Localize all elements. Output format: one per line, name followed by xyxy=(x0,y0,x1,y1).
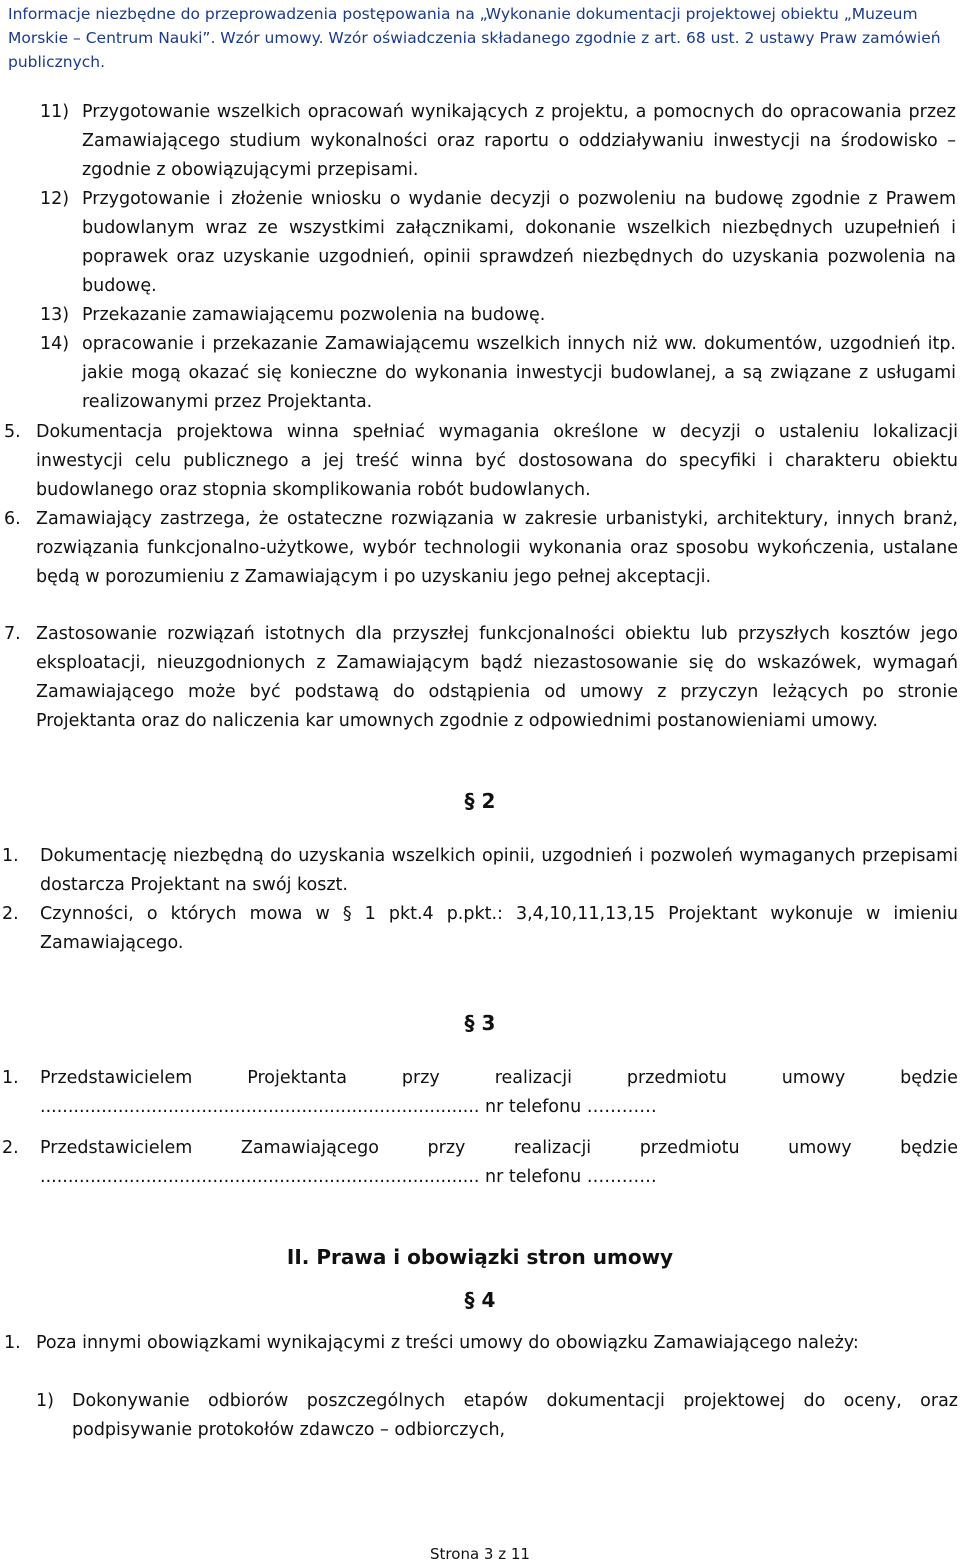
item-text: Poza innymi obowiązkami wynikającymi z treści umowy do obowiązku Zamawiającego należy: xyxy=(36,1333,859,1353)
item-number: 1. xyxy=(2,846,19,866)
item-line-2: ............................................................................... nr telefonu ………… xyxy=(40,1097,657,1117)
list-item-12 xyxy=(40,185,956,301)
item-text: Dokumentację niezbędną do uzyskania wszelkich opinii, uzgodnień i pozwoleń wymaganych przepisami dostarcza Projektant na swój koszt. xyxy=(40,846,958,895)
sec4-item-1 xyxy=(4,1329,958,1358)
section-heading-3: § 3 xyxy=(464,1011,496,1035)
paragraph-7 xyxy=(4,620,958,736)
sec3-item-1 xyxy=(2,1064,958,1122)
sec2-item-2 xyxy=(2,900,958,958)
item-text: Przekazanie zamawiającemu pozwolenia na budowę. xyxy=(82,305,546,325)
sec3-item-2 xyxy=(2,1134,958,1192)
list-item-14 xyxy=(40,330,956,417)
item-text: Przygotowanie wszelkich opracowań wynikających z projektu, a pomocnych do opracowania przez Zamawiającego studium wykonalności oraz raportu o oddziaływaniu inwestycji na środowisko – zgodnie z obowiązującymi przepisami. xyxy=(82,102,956,180)
item-number: 2. xyxy=(2,1138,19,1158)
item-text: Dokumentacja projektowa winna spełniać wymagania określone w decyzji o ustaleniu lokalizacji inwestycji celu publicznego a jej treść winna być dostosowana do specyfiki i charakteru obiektu budowlanego oraz stopnia skomplikowania robót budowlanych. xyxy=(36,422,958,500)
document-header: Informacje niezbędne do przeprowadzenia postępowania na „Wykonanie dokumentacji projektowej obiektu „Muzeum Morskie – Centrum Nauki”. Wzór umowy. Wzór oświadczenia składanego zgodnie z art. 68 ust. 2 ustawy Praw zamówień publicznych. xyxy=(8,5,941,71)
item-number: 13) xyxy=(40,305,70,325)
part-title: II. Prawa i obowiązki stron umowy xyxy=(286,1245,674,1269)
item-line-1: Przedstawicielem Projektanta przy realizacji przedmiotu umowy będzie xyxy=(40,1068,958,1088)
section-heading-4: § 4 xyxy=(464,1288,496,1312)
item-number: 11) xyxy=(40,102,70,122)
item-text: Dokonywanie odbiorów poszczególnych etapów dokumentacji projektowej do oceny, oraz podpisywanie protokołów zdawczo – odbiorczych, xyxy=(72,1391,958,1440)
item-text: Czynności, o których mowa w § 1 pkt.4 p.pkt.: 3,4,10,11,13,15 Projektant wykonuje w imieniu Zamawiającego. xyxy=(40,904,958,953)
page-number: Strona 3 z 11 xyxy=(430,1545,530,1563)
item-number: 7. xyxy=(4,624,21,644)
item-text: Przygotowanie i złożenie wniosku o wydanie decyzji o pozwoleniu na budowę zgodnie z Prawem budowlanym wraz ze wszystkimi załącznikami, dokonanie wszelkich niezbędnych uzupełnień i poprawek oraz uzyskanie uzgodnień, opinii sprawdzeń niezbędnych do uzyskania pozwolenia na budowę. xyxy=(82,189,956,296)
item-text: Zastosowanie rozwiązań istotnych dla przyszłej funkcjonalności obiektu lub przyszłych kosztów jego eksploatacji, nieuzgodnionych z Zamawiającym bądź niezastosowanie się do wskazówek, wymagań Zamawiającego może być podstawą do odstąpienia od umowy z przyczyn leżących po stronie Projektanta oraz do naliczenia kar umownych zgodnie z odpowiednimi postanowieniami umowy. xyxy=(36,624,958,731)
sec4-subitem-1 xyxy=(36,1387,958,1445)
paragraph-6 xyxy=(4,505,958,592)
item-number: 6. xyxy=(4,509,21,529)
item-line-2: ............................................................................... nr telefonu ………… xyxy=(40,1167,657,1187)
paragraph-5 xyxy=(4,418,958,505)
item-number: 12) xyxy=(40,189,70,209)
item-text: Zamawiający zastrzega, że ostateczne rozwiązania w zakresie urbanistyki, architektury, innych branż, rozwiązania funkcjonalno-użytkowe, wybór technologii wykonania oraz sposobu wykończenia, ustalane będą w porozumieniu z Zamawiającym i po uzyskaniu jego pełnej akceptacji. xyxy=(36,509,958,587)
item-number: 1) xyxy=(36,1391,54,1411)
item-number: 1. xyxy=(4,1333,21,1353)
item-number: 5. xyxy=(4,422,21,442)
item-number: 2. xyxy=(2,904,19,924)
section-heading-2: § 2 xyxy=(464,789,496,813)
sec2-item-1 xyxy=(2,842,958,900)
list-item-13 xyxy=(40,301,956,330)
item-number: 1. xyxy=(2,1068,19,1088)
item-number: 14) xyxy=(40,334,70,354)
item-text: opracowanie i przekazanie Zamawiającemu wszelkich innych niż ww. dokumentów, uzgodnień itp. jakie mogą okazać się konieczne do wykonania inwestycji budowlanej, a są związane z usługami realizowanymi przez Projektanta. xyxy=(82,334,956,412)
list-item-11 xyxy=(40,98,956,185)
item-line-1: Przedstawicielem Zamawiającego przy realizacji przedmiotu umowy będzie xyxy=(40,1138,958,1158)
